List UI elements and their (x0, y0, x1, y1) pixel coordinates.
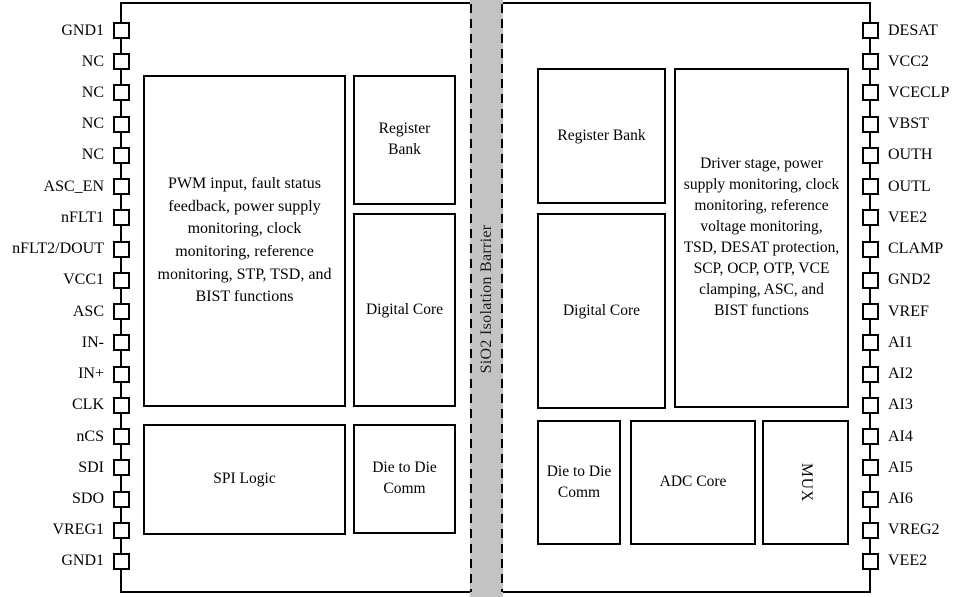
pin-label: AI3 (888, 396, 913, 414)
pin-box (862, 491, 879, 508)
block-adc-core (630, 420, 756, 545)
pin-label: VEE2 (888, 208, 928, 226)
block-die-to-die-comm-left (353, 424, 456, 534)
pin-row (0, 397, 130, 414)
pin-label: VREF (888, 302, 929, 320)
pin-label: GND1 (61, 552, 104, 570)
pin-row (862, 84, 955, 101)
block-die-to-die-comm-left-label: Die to Die Comm (372, 459, 437, 497)
pin-label: ASC (72, 302, 104, 320)
block-driver-stage (674, 68, 849, 408)
pin-box (113, 459, 130, 476)
pin-row (862, 303, 955, 320)
pin-row (0, 428, 130, 445)
pin-label: AI5 (888, 458, 913, 476)
pin-box (862, 397, 879, 414)
pin-row (0, 84, 130, 101)
pin-box (862, 522, 879, 539)
block-mux-label: MUX (797, 462, 815, 503)
pin-label: VEE2 (888, 552, 928, 570)
pin-label: CLK (72, 396, 104, 414)
pin-box (113, 397, 130, 414)
pin-label: VCC1 (63, 271, 104, 289)
pin-box (862, 147, 879, 164)
pin-box (862, 84, 879, 101)
pin-label: nFLT1 (61, 208, 104, 226)
block-digital-core-left (353, 213, 456, 407)
pin-label: nCS (76, 427, 104, 445)
pin-label: SDO (71, 490, 104, 508)
pin-row (0, 553, 130, 570)
block-primary-side-logic (143, 75, 346, 407)
pin-label: NC (81, 52, 104, 70)
pin-label: IN- (81, 333, 104, 351)
isolation-barrier-dashed-line-left (470, 4, 472, 592)
pin-row (862, 272, 955, 289)
pin-box (113, 178, 130, 195)
pin-label: VBST (888, 115, 929, 133)
pin-label: AI2 (888, 365, 913, 383)
pin-row (0, 116, 130, 133)
pin-row (862, 459, 955, 476)
pin-row (862, 241, 955, 258)
pin-label: SDI (78, 458, 104, 476)
block-digital-core-right-label: Digital Core (562, 301, 641, 319)
pin-box (113, 272, 130, 289)
pin-row (0, 459, 130, 476)
block-spi-logic (143, 424, 346, 535)
pin-label: DESAT (888, 21, 938, 39)
pin-box (113, 53, 130, 70)
pin-label: VREG1 (52, 521, 104, 539)
pin-row (862, 22, 955, 39)
pin-box (113, 366, 130, 383)
pin-box (113, 241, 130, 258)
pin-row (0, 147, 130, 164)
pin-row (0, 334, 130, 351)
block-adc-core-label: ADC Core (659, 473, 727, 491)
pin-box (113, 147, 130, 164)
pin-label: ASC_EN (43, 177, 104, 195)
pin-row (0, 178, 130, 195)
block-driver-stage-label: Driver stage, power supply monitoring, clock monitoring, reference voltage monitoring, TSD, DESAT protection, SCP, OCP, OTP, VCE clamping, ASC, and BIST functions (683, 155, 840, 319)
pin-row (862, 334, 955, 351)
pin-box (862, 209, 879, 226)
pin-box (862, 553, 879, 570)
pin-row (862, 491, 955, 508)
block-die-to-die-comm-right-label: Die to Die Comm (546, 462, 612, 501)
pin-row (0, 209, 130, 226)
pin-box (113, 522, 130, 539)
pin-row (862, 116, 955, 133)
pin-row (0, 241, 130, 258)
pin-label: IN+ (78, 365, 104, 383)
block-register-bank-right-label: Register Bank (557, 126, 646, 144)
pin-row (0, 303, 130, 320)
pin-label: AI6 (888, 490, 913, 508)
pin-box (862, 116, 879, 133)
pin-box (862, 428, 879, 445)
pin-row (862, 553, 955, 570)
pin-box (113, 303, 130, 320)
pin-label: AI4 (888, 427, 913, 445)
pin-box (113, 428, 130, 445)
pin-label: VCECLP (888, 83, 950, 101)
pin-row (0, 491, 130, 508)
pin-box (113, 334, 130, 351)
pin-box (862, 53, 879, 70)
pin-box (113, 84, 130, 101)
right-pin-column (862, 22, 955, 570)
isolation-barrier-label: SiO2 Isolation Barrier (477, 224, 495, 373)
pin-label: AI1 (888, 333, 913, 351)
pin-row (862, 147, 955, 164)
block-primary-side-logic-label: PWM input, fault status feedback, power supply monitoring, clock monitoring, reference monitoring, STP, TSD, and BIST functions (157, 174, 332, 306)
pin-box (862, 303, 879, 320)
pin-label: nFLT2/DOUT (12, 240, 104, 258)
pin-row (862, 522, 955, 539)
block-mux (762, 420, 849, 545)
pin-box (113, 209, 130, 226)
pin-box (113, 22, 130, 39)
pin-row (0, 22, 130, 39)
pin-box (862, 241, 879, 258)
isolation-barrier (470, 0, 503, 597)
pin-box (862, 272, 879, 289)
isolation-barrier-dashed-line-right (501, 4, 503, 592)
pin-row (862, 428, 955, 445)
pin-row (862, 397, 955, 414)
block-register-bank-right (537, 68, 666, 204)
pin-row (862, 178, 955, 195)
pin-row (862, 209, 955, 226)
pin-label: VCC2 (888, 52, 929, 70)
pin-box (113, 116, 130, 133)
pin-box (113, 491, 130, 508)
pin-box (862, 366, 879, 383)
pin-label: CLAMP (888, 240, 944, 258)
pin-label: GND2 (888, 271, 931, 289)
pin-row (0, 366, 130, 383)
pin-label: OUTH (888, 146, 933, 164)
pin-row (862, 53, 955, 70)
block-spi-logic-label: SPI Logic (213, 470, 276, 488)
pin-box (862, 22, 879, 39)
pin-label: GND1 (61, 21, 104, 39)
pin-box (862, 178, 879, 195)
pin-label: NC (81, 115, 104, 133)
left-pin-column (0, 22, 130, 570)
pin-row (0, 53, 130, 70)
block-digital-core-left-label: Digital Core (365, 300, 444, 318)
block-die-to-die-comm-right (537, 420, 621, 545)
pin-box (113, 553, 130, 570)
pin-label: OUTL (888, 177, 931, 195)
pin-row (0, 522, 130, 539)
block-register-bank-left (353, 75, 456, 205)
block-register-bank-left-label: Register Bank (378, 120, 431, 158)
pin-row (862, 366, 955, 383)
pin-label: NC (81, 146, 104, 164)
block-digital-core-right (537, 213, 666, 409)
pin-row (0, 272, 130, 289)
pin-box (862, 459, 879, 476)
pin-label: VREG2 (888, 521, 940, 539)
pin-label: NC (81, 83, 104, 101)
pin-box (862, 334, 879, 351)
